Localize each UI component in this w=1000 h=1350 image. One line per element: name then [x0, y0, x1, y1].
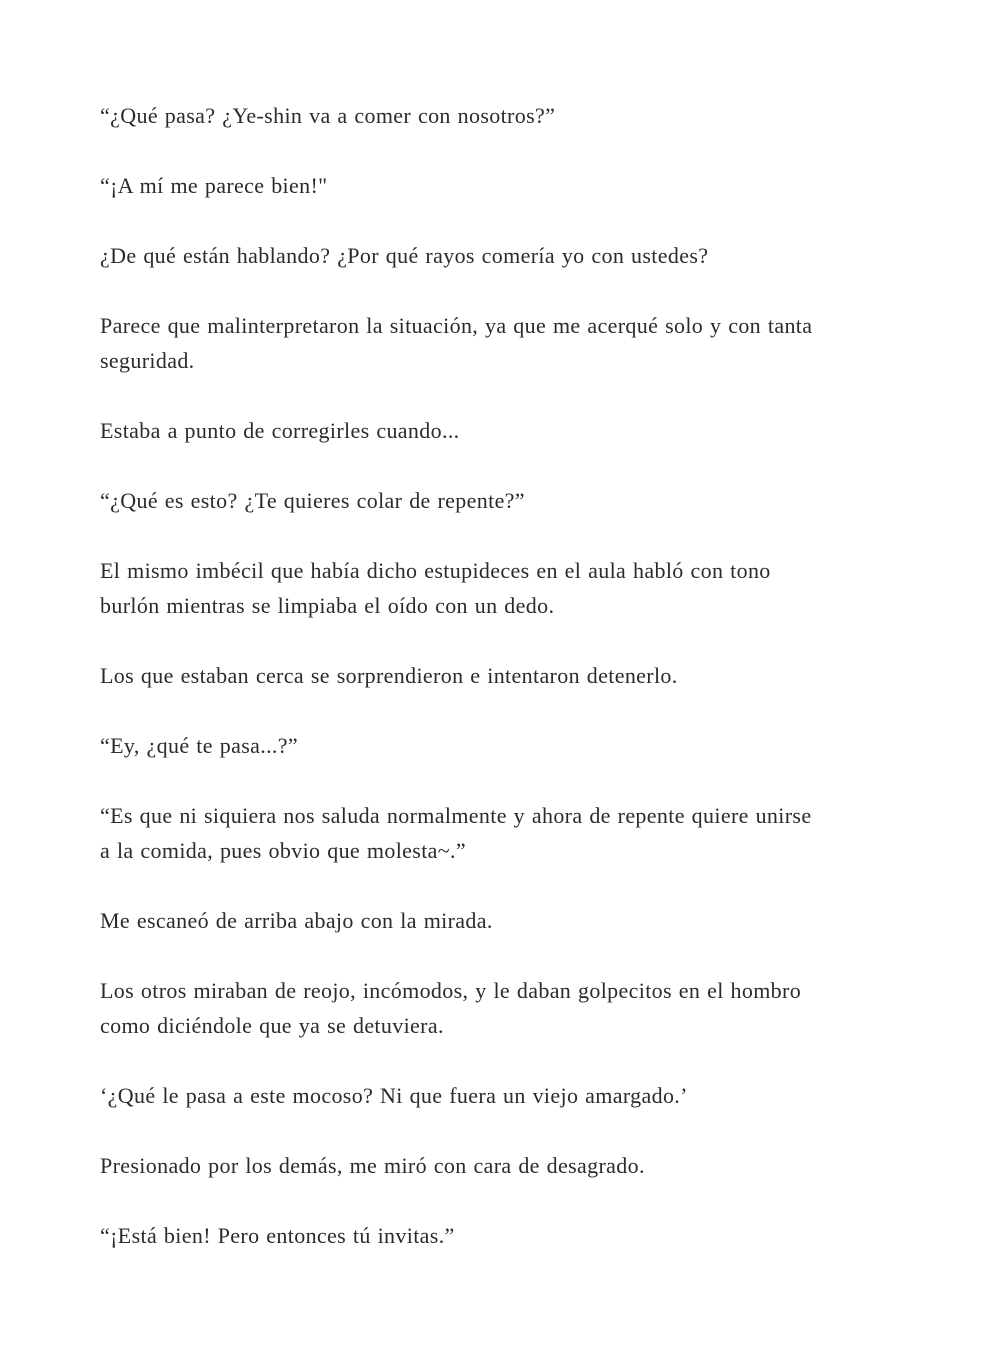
text-line: como diciéndole que ya se detuviera. — [100, 1013, 444, 1038]
text-line: burlón mientras se limpiaba el oído con un dedo. — [100, 593, 555, 618]
text-line: “¡Está bien! Pero entonces tú invitas.” — [100, 1223, 455, 1248]
paragraph — [100, 553, 1000, 623]
paragraph — [100, 238, 1000, 273]
text-line: seguridad. — [100, 348, 195, 373]
paragraph — [100, 658, 1000, 693]
text-line: Presionado por los demás, me miró con cara de desagrado. — [100, 1153, 645, 1178]
text-line: “¡A mí me parece bien!" — [100, 173, 328, 198]
paragraph — [100, 98, 1000, 133]
text-line: El mismo imbécil que había dicho estupideces en el aula habló con tono — [100, 558, 771, 583]
paragraph — [100, 308, 1000, 378]
paragraph — [100, 1148, 1000, 1183]
text-line: “¿Qué es esto? ¿Te quieres colar de repente?” — [100, 488, 525, 513]
text-line: “¿Qué pasa? ¿Ye-shin va a comer con nosotros?” — [100, 103, 556, 128]
paragraph — [100, 1218, 1000, 1253]
paragraph — [100, 168, 1000, 203]
paragraph — [100, 728, 1000, 763]
text-line: ¿De qué están hablando? ¿Por qué rayos comería yo con ustedes? — [100, 243, 709, 268]
paragraph — [100, 483, 1000, 518]
paragraph — [100, 903, 1000, 938]
text-line: a la comida, pues obvio que molesta~.” — [100, 838, 466, 863]
text-line: Me escaneó de arriba abajo con la mirada. — [100, 908, 493, 933]
text-line: Los otros miraban de reojo, incómodos, y le daban golpecitos en el hombro — [100, 978, 802, 1003]
paragraph — [100, 413, 1000, 448]
paragraph — [100, 973, 1000, 1043]
text-line: Los que estaban cerca se sorprendieron e intentaron detenerlo. — [100, 663, 678, 688]
text-line: Parece que malinterpretaron la situación, ya que me acerqué solo y con tanta — [100, 313, 813, 338]
paragraph — [100, 798, 1000, 868]
text-line: “Ey, ¿qué te pasa...?” — [100, 733, 299, 758]
text-line: ‘¿Qué le pasa a este mocoso? Ni que fuera un viejo amargado.’ — [100, 1083, 688, 1108]
text-line: Estaba a punto de corregirles cuando... — [100, 418, 460, 443]
text-line: “Es que ni siquiera nos saluda normalmente y ahora de repente quiere unirse — [100, 803, 812, 828]
paragraph — [100, 1078, 1000, 1113]
